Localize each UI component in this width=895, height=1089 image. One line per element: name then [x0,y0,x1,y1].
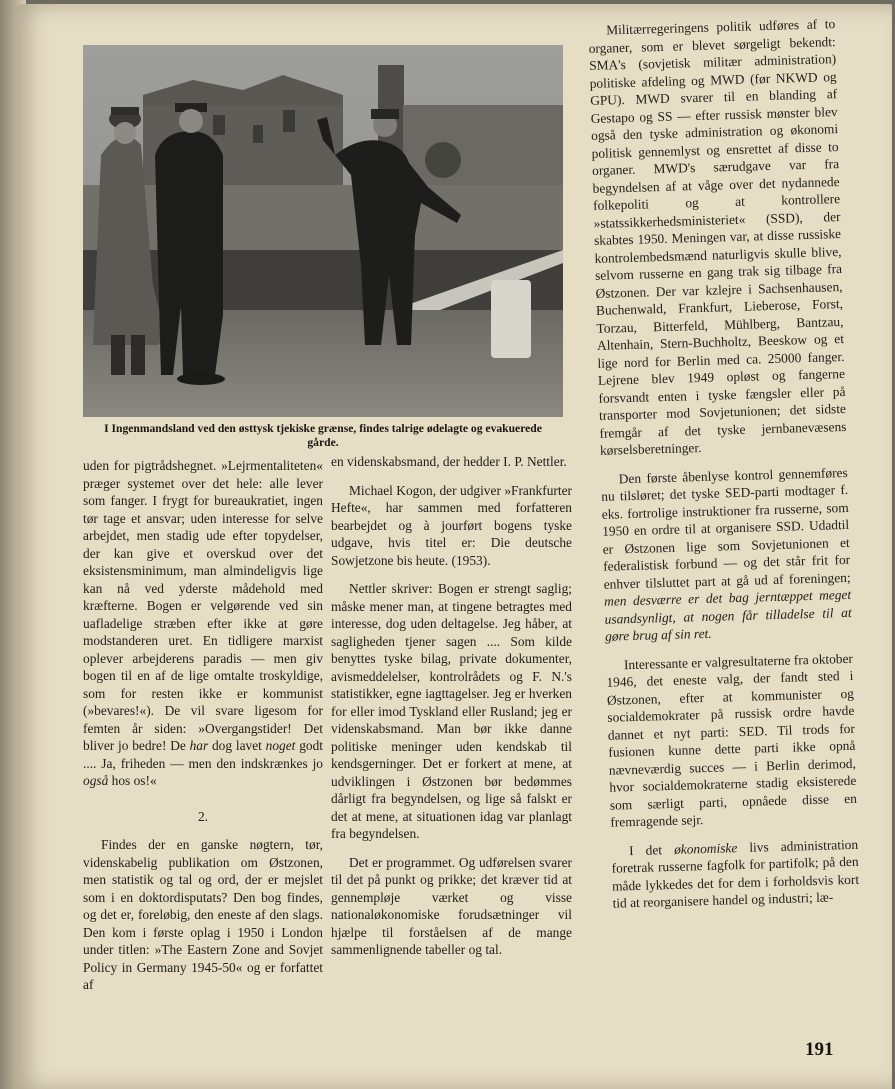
paragraph: Militærregeringens politik udføres af to organer, som er blevet sørgeligt bekendt: SMA's (sovjetisk militær administration) politiske afdeling og MWD (før NKWD og GPU). MWD svarer til en blanding af Gestapo og SS — efter russisk mønster blev også den tyske administration og økonomi politisk gennemlyst og ensrettet af disse to organer. MWD's særudgave var fra begyndelsen af at våge over det nydannede folkepoliti og at kontrollere »statssikkerhedsministeriet« (SSD), der skabtes 1950. Meningen var, at disse russiske kontrolembedsmænd naturligvis skulle blive, selvom russerne en gang trak sig tilbage fra Østzonen. Der var kzlejre i Sachsenhausen, Buchenwald, Frankfurt, Lieberose, Forst, Torzau, Bitterfeld, Mühlberg, Bantzau, Altenhain, Stern-Buchholtz, Beeskow og et lige nord for Berlin med ca. 25000 fanger. Lejrene blev 1949 opløst og fangerne forsvandt enten i tyske fængsler eller på transporter mod Sovjetunionen; det sidste fremgår af det tyske jernbanevæsens kørselsberetninger. [588,16,847,458]
paragraph: en videnskabsmand, der hedder I. P. Nettler. [331,454,567,469]
section-number: 2. [197,808,209,824]
paragraph: Findes der en ganske nøgtern, tør, videnskabelig publikation om Østzonen, men statistik og tal og ord, der er mejslet som i en doktordisputats? Den bog findes, og det er, foreløbig, den eneste af den slags. Den kom i første oplag i 1950 i London under titlen: »The Eastern Zone and Sovjet Policy in Germany 1945-50« og er forfattet af [83,837,323,992]
text-column-right [588,15,860,912]
paragraph: Det er programmet. Og udførelsen svarer til det på punkt og prikke; det kræver tid at gennempløje værket og visse nationaløkonomiske forudsætninger vil hjælpe til forståelsen af de mange sammenlignende tabeller og tal. [331,854,572,957]
photo-caption: I Ingenmandsland ved den østtysk tjekiske grænse, findes talrige ødelagte og evakuerede gårde. [104,422,542,449]
paragraph: Interessante er valgresultaterne fra oktober 1946, det eneste valg, der fandt sted i Østzonen, efter at kommunister og socialdemokrater på russisk ordre havde dannet et nyt parti: SED. Til trods for fusionen kunne dette parti ikke opnå nævneværdig succes — i Berlin derimod, hvor socialdemokraterne stadig eksisterede som særligt parti, opnåede disse en fremragende sejr. [606,650,857,830]
paragraph: Michael Kogon, der udgiver »Frankfurter Hefte«, har sammen med forfatteren bearbejdet og à jourført bogens tyske udgave, hvis titel er: Die deutsche Sowjetzone bis heute. (1953). [331,482,572,568]
paragraph: Den første åbenlyse kontrol gennemføres nu tilsløret; det tyske SED-parti modtager f. eks. fortrolige instruktioner fra russerne, som 1950 en ordre til at organisere SSD. Udadtil er Østzonen lige som Sovjetunionen et federalistisk forbund — og det står frit for enhver tilsluttet part at gå ud af foreningen; men desværre er det bag jerntæppet meget usandsynligt, at nogen får tilladelse til at gøre brug af sin ret. [601,464,852,644]
text-column-left [83,457,323,994]
paragraph: uden for pigtrådshegnet. »Lejrmentaliteten« præger systemet over det hele: alle lever som fanger. I frygt for bureaukratiet, ingen tør tage et ansvar; uden interesse for selve arbejdet, men stadig ude efter topydelser, der kan give et overskud over det eksistensminimum, man almindeligvis lige kan nå ved yderste mådehold med kræfterne. Bogen er velgørende ved sin uafladelige stræben efter ikke at gøre modstanderen uret. En tidligere marxist oplever arbejderens paradis — men giv bogen til en af de lige omtalte troskyldige, som for resten ikke er kommunist (»bevares!«). De vil svare ligesom for femten år siden: »Overgangstider! Det bliver jo bedre! De har dog lavet noget godt .... Ja, friheden — men den indskrænkes jo også hos os!« [83,458,323,788]
page-number: 191 [805,1039,834,1060]
paragraph: I det økonomiske livs administration foretrak russerne fagfolk for partifolk; på den måde lykkedes det for dem i forholdsvis kort tid at reorganisere handel og industri; læ- [611,836,860,911]
photograph-border-landscape [83,45,563,417]
text-column-middle [331,453,572,959]
paragraph: Nettler skriver: Bogen er strengt saglig; måske mener man, at tingene betragtes med interesse, dog uden deltagelse. Jeg håber, at sagligheden tjener sagen .... Som kilde benyttes tyske bilag, private dokumenter, avismeddelelser, kontrolrådets og F. N.'s statistikker, egne iagttagelser. Jeg er hverken for eller imod Tyskland eller Rusland; jeg er videnskabsmand. Man bør ikke danne politiske meninger uden kendskab til kendsgerninger. Det er forkert at mene, at udviklingen i Østzonen bør bedømmes dårligt fra begyndelsen, og lige så falskt er det at mene, at situationen idag var planlagt fra begyndelsen. [331,581,572,841]
